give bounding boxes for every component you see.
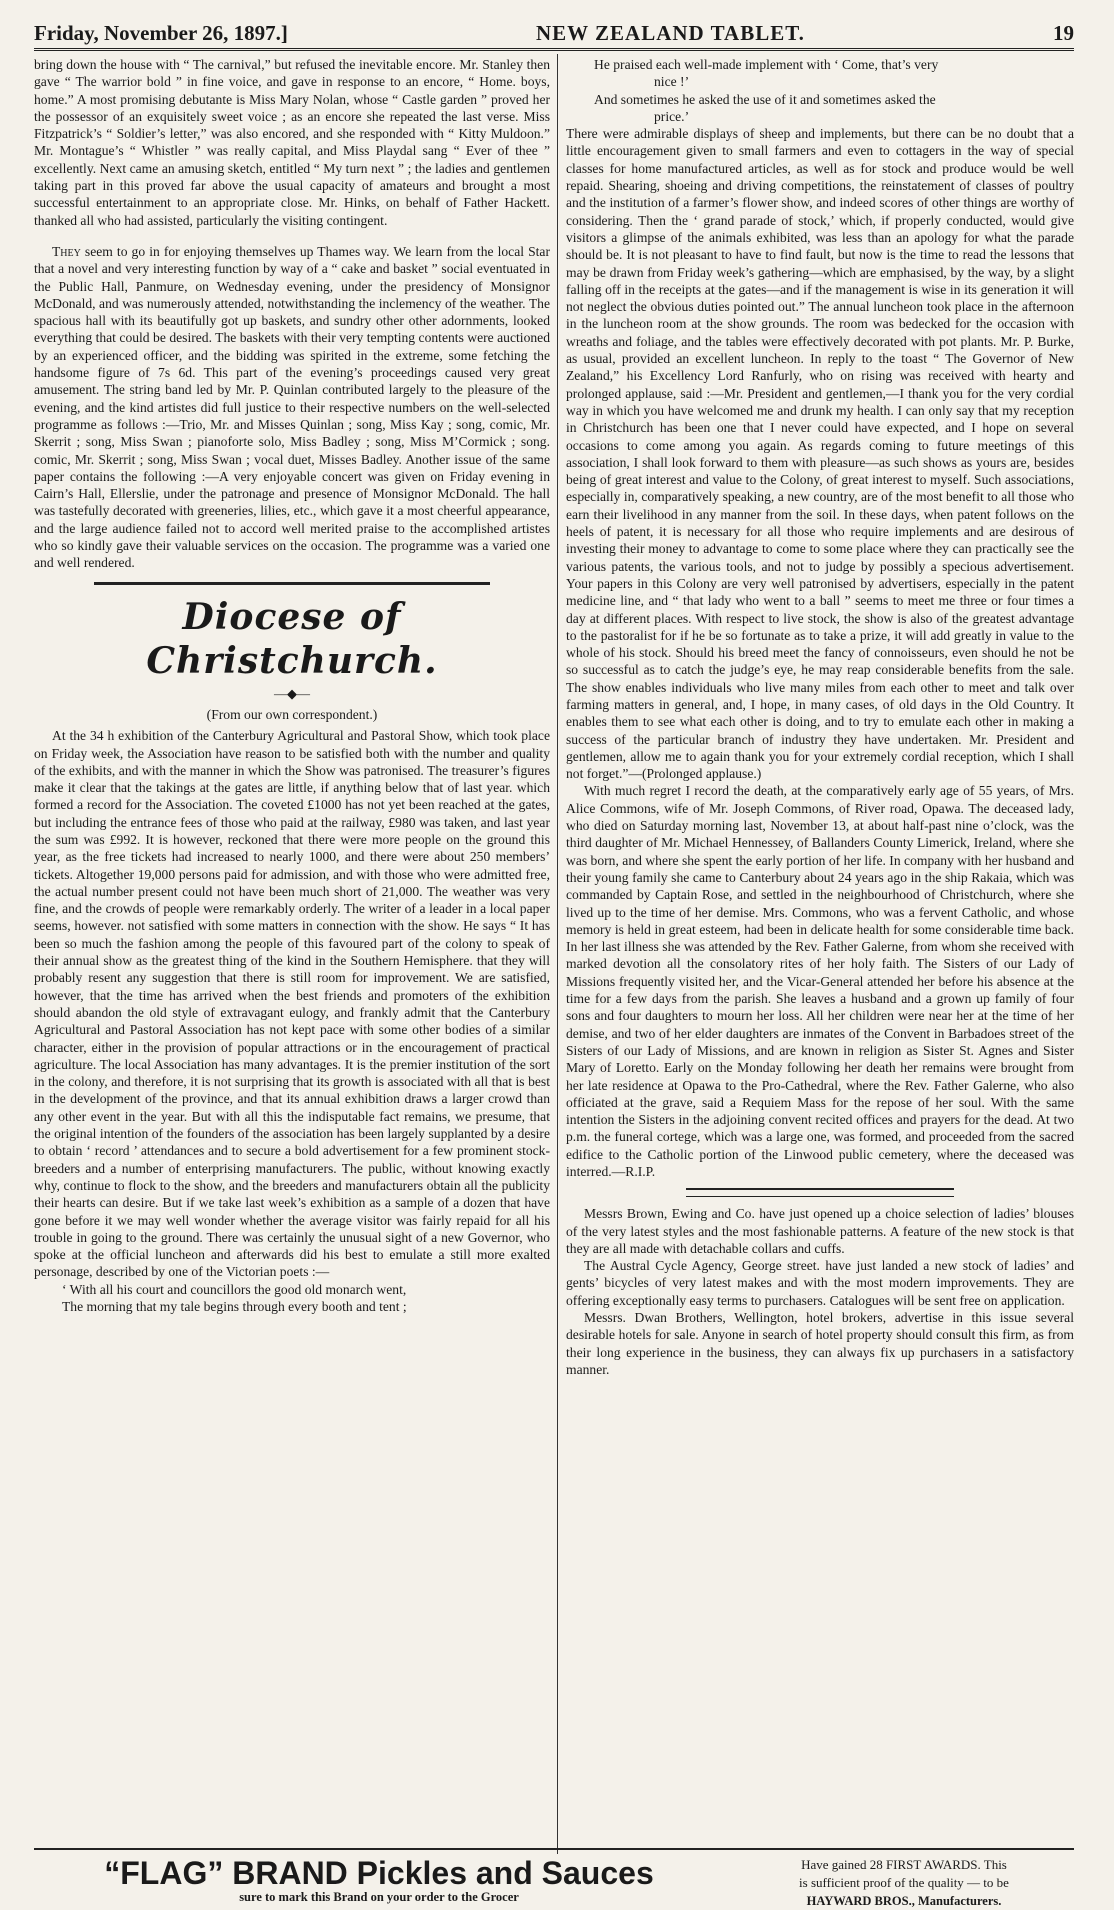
issue-date: Friday, November 26, 1897.] [34,21,288,45]
verse-line: And sometimes he asked the use of it and sometimes asked the [594,91,936,107]
page-number: 19 [1052,21,1074,45]
awards-line: Have gained 28 FIRST AWARDS. This [801,1857,1007,1872]
verse-line: He praised each well-made implement with ‘ Come, that’s very [594,57,939,72]
brand-reminder: sure to mark this Brand on your order to the Grocer [239,1890,519,1904]
awards-notice [734,1856,1074,1910]
advert-notice-paragraph: The Austral Cycle Agency, George street. have just landed a new stock of ladies’ and gents’ bicycles of very latest makes and with the most modern improvements. They are offering exceptionally easy terms to purchasers. Catalogues will be sent free on application. [566,1258,1074,1308]
section-heading: Diocese of Christchurch. [146,595,438,682]
right-column [566,56,1074,1378]
verse-line: price.’ [654,108,690,124]
paragraph-lead: They [52,243,81,259]
manufacturer: HAYWARD BROS., Manufacturers. [806,1894,1002,1908]
agricultural-show-paragraph: At the 34 h exhibition of the Canterbury Agricultural and Pastoral Show, which took place on Friday week, the Association have reason to be satisfied both with the number and quality of the exhibits, and with the manner in which the Show was patronised. The treasurer’s figures make it clear that the takings at the gates are little, if anything below that of last year. which formed a record for the Association. The coveted £1000 has not yet been reached at the gates, but including the entrance fees of those who paid at the railway, £980 was taken, and last year the sum was £992. It is however, reckoned that there were more people on the ground this year, as the free tickets had increased to nearly 1000, and there were about 250 members’ tickets. Altogether 19,000 persons paid for admission, and with those who were admitted free, the actual number present could not have been much short of 21,000. The weather was very fine, and the crowds of people were remarkably orderly. The writer of a leader in a local paper seems, however. not satisfied with some matters in connection with the show. He says “ It has been so much the fashion among the people of this favoured part of the colony to speak of their annual show as the greatest thing of the kind in the Southern Hemisphere. that they will probably resent any suggestion that there is still room for improvement. We are satisfied, however, that the time has arrived when the best friends and promoters of the exhibition should abandon the old style of extravagant eulogy, and frankly admit that the Canterbury Agricultural and Pastoral Association has not kept pace with some other bodies of a similar character, either in the provision of popular attractions or in the encouragement of practical agriculture. The local Association has many advantages. It is the premier institution of the sort in the colony, and therefore, it is not surprising that its growth is associated with all that is best in the development of the province, and that its annual exhibition draws a larger crowd than any other event in the year. But with all this the indisputable fact remains, we presume, that the original intention of the founders of the association has been largely supplanted by a desire to obtain ‘ record ’ attendances and to secure a bold advertisement for a few prominent stock-breeders and a number of enterprising manufacturers. The public, without knowing exactly why, continue to flock to the show, and the breeders and manufacturers obtain all the publicity their hearts can desire. But if we take last week’s exhibition as a sample of a dozen that have gone before it we may well wonder whether the average visitor was fairly repaid for all his trouble in going to the ground. There was certainly the unusual sight of a new Governor, who spoke at the official luncheon and afterwards did his best to emulate a still more exalted personage, described by one of the Victorian poets :— [34,728,550,1280]
brand-headline: “FLAG” BRAND Pickles and Sauces [104,1855,654,1891]
awards-line: is sufficient proof of the quality — to be [799,1875,1009,1890]
obituary-paragraph: With much regret I record the death, at the comparatively early age of 55 years, of Mrs. Alice Commons, wife of Mr. Joseph Commons, of River road, Opawa. The deceased lady, who died on Saturday morning last, November 13, at about half-past nine o’clock, was the third daughter of Mr. Michael Hennessey, of Ballanders County Limerick, Ireland, where she was born, and where she spent the early portion of her life. In company with her husband and their young family she came to Canterbury about 24 years ago in the ship Rakaia, which was commanded by Captain Rose, and settled in the neighbourhood of Christchurch, where she lived up to the time of her demise. Mrs. Commons, who was a fervent Catholic, and whose memory is held in great esteem, had been in delicate health for some considerable time back. In her last illness she was attended by the Rev. Father Galerne, from whom she received with marked devotion all the consolatory rites of her holy faith. The Sisters of our Lady of Missions frequently visited her, and the Vicar-General attended her before his absence at the time for a few days from the parish. She leaves a husband and a grown up family of four sons and four daughters to mourn her loss. All her children were near her at the time of her demise, and two of her elder daughters are inmates of the Convent in Barbadoes street of the Sisters of our Lady of Missions, and are known in religion as Sister St. Agnes and Sister Mary of Loretto. Early on the Monday following her death her remains were brought from her late residence at Opawa to the Pro-Cathedral, where the Rev. Father Galerne, who also officiated at the grave, said a Requiem Mass for the repose of her soul. With the same intention the Sisters in the adjoining convent recited offices and prayers for the dead. At two p.m. the funeral cortege, which was a large one, was formed, and proceeded from the sacred edifice to the Catholic portion of the Linwood public cemetery, where the deceased was interred.—R.I.P. [566,783,1074,1179]
thames-social-paragraph [34,243,550,572]
section-rule [94,582,490,585]
newspaper-title: NEW ZEALAND TABLET. [535,21,805,45]
section-rule [686,1188,954,1197]
ornament-divider: —◆— [274,685,310,701]
left-column [34,56,550,1315]
verse-line: ‘ With all his court and councillors the good old monarch went, [62,1281,407,1297]
advert-notice-paragraph: Messrs Brown, Ewing and Co. have just opened up a choice selection of ladies’ blouses of the very latest styles and the most fashionable patterns. A feature of the new stock is that they are all made with detachable collars and cuffs. [566,1206,1074,1256]
verse-line: nice !’ [654,74,690,90]
masthead [34,16,1074,51]
advertisement-banner [34,1848,1074,1908]
concert-report-paragraph: bring down the house with “ The carnival,” but refused the inevitable encore. Mr. Stanley then gave “ The warrior bold ” in fine voice, and gave in response to an encore, “ Home. boys, home.” A most promising debutante is Miss Mary Nolan, whose “ Castle garden ” proved her the possessor of an exquisitely sweet voice ; as an encore she repeated the last verse. Miss Fitzpatrick’s “ Soldier’s letter,” was also encored, and she responded with “ Kitty Muldoon.” Mr. Montague’s “ Whistler ” was really capital, and Miss Playdal sang “ Ever of thee ” excellently. Next came an amusing sketch, entitled “ My turn next ” ; the ladies and gentlemen taking part in this proved far above the usual capacity of amateurs and brought a most successful entertainment to an appropriate close. Mr. Hinks, on behalf of Father Hackett. thanked all who had assisted, particularly the visiting contingent. [34,57,550,228]
verse-line: The morning that my tale begins through every booth and tent ; [62,1299,407,1314]
byline: (From our own correspondent.) [206,706,378,722]
advert-notice-paragraph: Messrs. Dwan Brothers, Wellington, hotel brokers, advertise in this issue several desirable hotels for sale. Anyone in search of hotel property should consult this firm, as from their long experience in the business, they can always fix up purchasers in a satisfactory manner. [566,1310,1074,1377]
thames-social-text: seem to go in for enjoying themselves up Thames way. We learn from the local Star that a novel and very interesting function by way of a “ cake and basket ” social eventuated in the Public Hall, Panmure, on Wednesday evening, under the presidency of Monsignor McDonald, and was numerously attended, notwithstanding the inclemency of the weather. The spacious hall with its beautifully got up baskets, and sundry other other adornments, looked everything that could be desired. The baskets with their very tempting contents were auctioned by an experienced officer, and the bidding was spirited in the extreme, some fetching the handsome figure of 7s 6d. This part of the evening’s proceedings caused very great amusement. The string band led by Mr. P. Quinlan contributed largely to the pleasure of the evening, and the kind artistes did full justice to their respective numbers on the well-selected programme as follows :—Trio, Mr. and Misses Quinlan ; song, Miss Kay ; song, comic, Mr. Skerrit ; song, Miss Swan ; pianoforte solo, Miss Badley ; song, Miss M’Cormick ; song. comic, Mr. Skerrit ; song, Miss Swan ; vocal duet, Misses Badley. Another issue of the same paper contains the following :—A very enjoyable concert was given on Friday evening in Cairn’s Hall, Ellerslie, under the patronage and presence of Monsignor McDonald. The hall was tastefully decorated with greeneries, lilies, etc., which gave it a most cheerful appearance, and the large audience failed not to accord well merited praise to the accomplished artistes who so kindly gave their valuable services on the occasion. The programme was a varied one and well rendered. [34,243,550,571]
show-luncheon-paragraph: There were admirable displays of sheep and implements, but there can be no doubt that a little encouragement given to small farmers and even to cottagers in the way of special classes for home manufactured articles, as well as for stock and produce would be well repaid. Shearing, shoeing and driving competitions, the reinstatement of classes of poultry and the institution of a farmer’s flower show, and indeed scores of other things are worthy of considering. Then the ‘ grand parade of stock,’ which, if properly conducted, would give visitors a glimpse of the animals exhibited, was less than an apology for what the parade should be. It is not pleasant to have to find fault, but now is the time to read the lessons that may be drawn from Friday week’s gathering—which are emphasised, by the way, by a slight falling off in the receipts at the gates—and if the management is wise in its generation it will not neglect the obvious duties pointed out.” The annual luncheon took place in the afternoon in the luncheon room at the show grounds. The room was bedecked for the occasion with wreaths and foliage, and the tables were effectively decorated with pot plants. Mr. P. Burke, as usual, provided an excellent luncheon. In reply to the toast “ The Governor of New Zealand,” his Excellency Lord Ranfurly, who on rising was received with hearty and prolonged applause, said :—Mr. President and gentlemen,—I thank you for the very cordial way in which you have welcomed me and drunk my health. I can only say that my reception in Christchurch has been one that I never could have expected, and I hope on several occasions to come among you again. As regards coming to future meetings of this association, I shall look forward to them with pleasure—as such shows as yours are, besides being of great interest and value to the Colony, of great interest to myself. Such associations, especially in, comparatively speaking, a new country, are of the most benefit to all those who earn their livelihood in any manner from the soil. In these days, when patent follows on the heels of patent, it is necessary for all those who require implements and are desirous of investing their money to advantage to come to some place where they can practically see the various patents, the various tools, and not to judge by possibly a specious advertisement. Your papers in this Colony are very well patronised by advertisers, especially in the patent medicine line, and “ that lady who went to a ball ” seems to meet me three or four times a day at different places. With respect to live stock, the show is also of the greatest advantage to the pastoralist for if he be so fortunate as to take a prize, it will add greatly in value to the whole of his stock. Should his breed meet the fancy of connoisseurs, even should he not be so successful as to catch the judge’s eye, he may reap considerable benefits from the sale. The show enables individuals who live many miles from each other to meet and talk over farming matters in general, and, I hope, in many cases, of old days in the Old Country. It enables them to see what each other is doing, and to try to emulate each other in making a success of the particular branch of industry they have undertaken. Mr. President and gentlemen, allow me to again thank you for your extremely cordial reception, which I shall not forget.”—(Prolonged applause.) [566,126,1074,782]
column-divider [557,54,558,1854]
